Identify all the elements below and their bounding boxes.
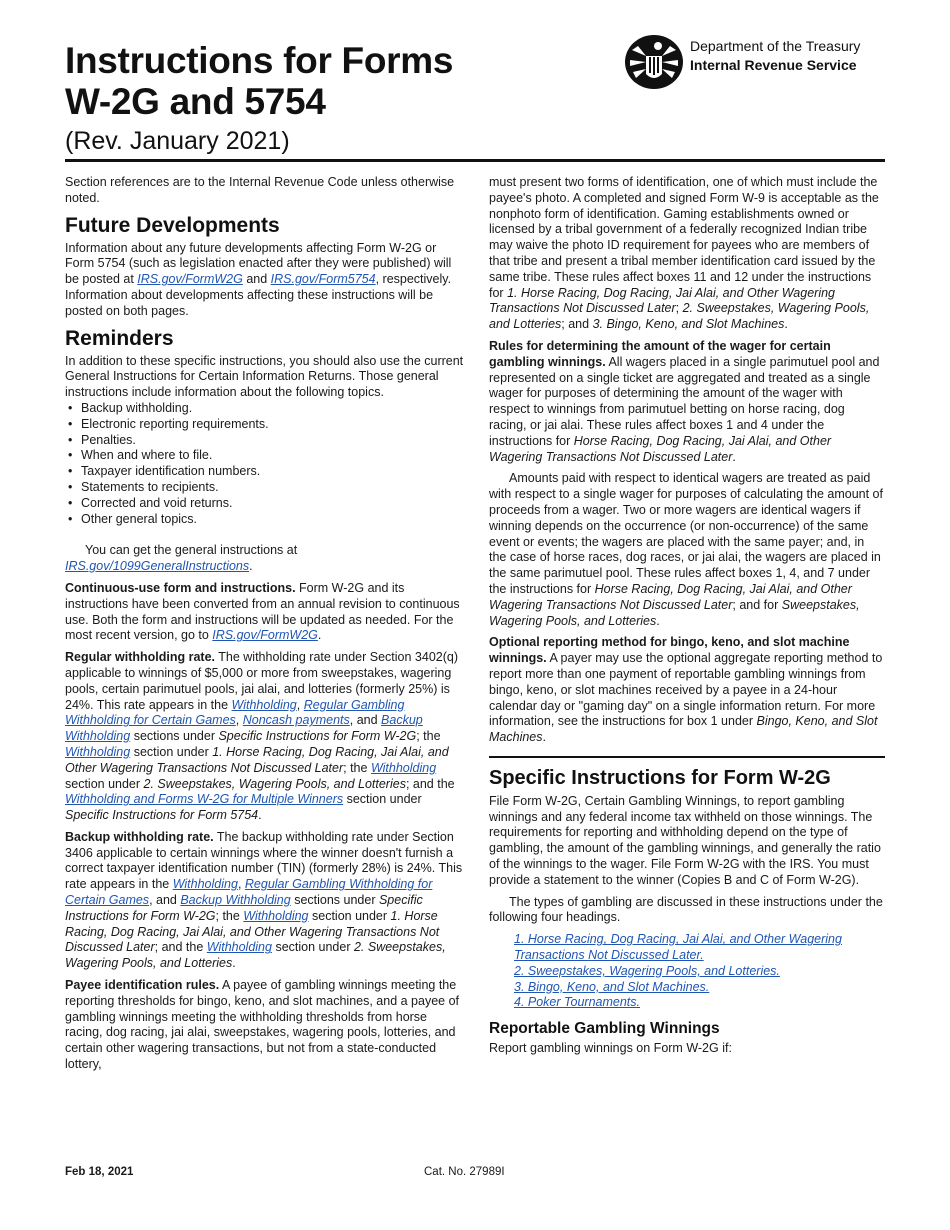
future-developments-paragraph: Information about any future developments affecting Form W-2G or Form 5754 (such as legislation enacted after they were published) will be posted at IRS.gov/FormW2G and IRS.gov/Form5754, respectively. Information about developments affecting these instructions will be posted on both pages. bbox=[65, 240, 452, 318]
list-item: • Statements to recipients. bbox=[65, 480, 467, 496]
backup-withholding-paragraph: Backup withholding rate. The backup withholding rate under Section 3406 applicable to certain winnings where the winner doesn't furnish a correct taxpayer identification number (TIN) (formerly 28%) is 24%. This rate appears in the Withholding, Regular Gambling Withholding for Certain Games, and Backup Withholding sections under Specific Instructions for Form W-2G; the Withholding section under 1. Horse Racing, Dog Racing, Jai Alai, and Other Wagering Transactions Not Discussed Later; and the Withholding section under 2. Sweepstakes, Wagering Pools, and Lotteries. bbox=[65, 829, 463, 971]
list-item: • Penalties. bbox=[65, 433, 467, 449]
list-item: • When and where to file. bbox=[65, 448, 467, 464]
link-heading-horse-racing[interactable]: 1. Horse Racing, Dog Racing, Jai Alai, and Other Wagering Transactions Not Discussed Later. bbox=[514, 932, 842, 963]
link-irs-formw2g[interactable]: IRS.gov/FormW2G bbox=[212, 628, 318, 643]
regular-withholding-paragraph: Regular withholding rate. The withholding rate under Section 3402(q) applicable to winnings of $5,000 or more from sweepstakes, wagering pools, certain parimutuel pools, jai alai, and lotteries (formerly 25%) is 24%. This rate appears in the Withholding, Regular Gambling Withholding for Certain Games, Noncash payments, and Backup Withholding sections under Specific Instructions for Form W-2G; the Withholding section under 1. Horse Racing, Dog Racing, Jai Alai, and Other Wagering Transactions Not Discussed Later; the Withholding section under 2. Sweepstakes, Wagering Pools, and Lotteries; and the Withholding and Forms W-2G for Multiple Winners section under Specific Instructions for Form 5754. bbox=[65, 650, 458, 823]
link-regular-gambling-withholding[interactable]: Regular Gambling Withholding for Certain Games bbox=[65, 877, 433, 908]
gambling-types-paragraph: The types of gambling are discussed in these instructions under the following four headings. bbox=[489, 894, 883, 925]
link-heading-sweepstakes[interactable]: 2. Sweepstakes, Wagering Pools, and Lotteries. bbox=[514, 963, 780, 978]
header-rule bbox=[65, 159, 885, 162]
link-irs-formw2g[interactable]: IRS.gov/FormW2G bbox=[137, 272, 243, 287]
reminders-heading: Reminders bbox=[65, 326, 174, 350]
link-irs-form5754[interactable]: IRS.gov/Form5754 bbox=[270, 272, 376, 287]
list-item: • Other general topics. bbox=[65, 512, 467, 528]
link-noncash-payments[interactable]: Noncash payments bbox=[242, 713, 350, 728]
department-name: Department of the Treasury bbox=[690, 38, 861, 54]
specific-instructions-heading: Specific Instructions for Form W-2G bbox=[489, 766, 831, 789]
document-title: Instructions for Forms W-2G and 5754 bbox=[65, 40, 454, 122]
optional-reporting-paragraph: Optional reporting method for bingo, keno, and slot machine winnings. A payer may use the optional aggregate reporting method to report more than one payment of reportable gambling winnings from bingo, keno, or slot machines received by a payee in a 24-hour calendar day or "gaming day" on a single information return. For more information, see the instructions for box 1 under Bingo, Keno, and Slot Machines. bbox=[489, 635, 883, 745]
list-item: • Electronic reporting requirements. bbox=[65, 417, 467, 433]
column-left bbox=[65, 175, 467, 1079]
list-item bbox=[514, 995, 885, 1011]
agency-name: Internal Revenue Service bbox=[690, 57, 857, 73]
list-item bbox=[514, 980, 885, 996]
list-item bbox=[514, 932, 885, 964]
link-general-instructions[interactable]: IRS.gov/1099GeneralInstructions bbox=[65, 559, 250, 574]
continuous-use-paragraph: Continuous-use form and instructions. Form W-2G and its instructions have been converted from an annual revision to continuous use. Both the form and instructions will be updated as needed. For the most recent version, go to IRS.gov/FormW2G. bbox=[65, 580, 460, 643]
payee-identification-continued: must present two forms of identification, one of which must include the payee's photo. A completed and signed Form W-9 is acceptable as the nonphoto form of identification. Gaming establishments owned or licensed by a tribal government of a federally recognized Indian tribe may waive the photo ID requirement for payees who are members of that tribe and present a tribal member identification card issued by the same tribe. These rules affect boxes 11 and 12 under the instructions for 1. Horse Racing, Dog Racing, Jai Alai, and Other Wagering Transactions Not Discussed Later; 2. Sweepstakes, Wagering Pools, and Lotteries; and 3. Bingo, Keno, and Slot Machines. bbox=[489, 175, 879, 332]
payee-identification-paragraph: Payee identification rules. A payee of gambling winnings meeting the reporting thresholds for bingo, keno, and slot machines, and a payee of gambling winnings meeting the withholding thresholds from horse racing, dog racing, jai alai, sweepstakes, wagering pools, lotteries, and certain other wagering transactions, but not from a state-conducted lottery, bbox=[65, 978, 460, 1072]
link-heading-poker[interactable]: 4. Poker Tournaments. bbox=[514, 995, 640, 1010]
general-instructions-paragraph: You can get the general instructions at IRS.gov/1099GeneralInstructions. bbox=[65, 543, 298, 574]
link-heading-bingo[interactable]: 3. Bingo, Keno, and Slot Machines. bbox=[514, 979, 710, 994]
link-withholding[interactable]: Withholding bbox=[172, 877, 238, 892]
identical-wagers-paragraph: Amounts paid with respect to identical wagers are treated as paid with respect to a single wager for purposes of calculating the amount of proceeds from a wager. Two or more wagers are identical wagers if winning depends on the occurrence (or non-occurrence) of the same event or events; the wagers are placed with the same payer; and, in the case of horse races, dog races, or jai alai, the wagers are placed in the same parimutuel pool. These rules affect boxes 1, 4, and 7 under the instructions for Horse Racing, Dog Racing, Jai Alai, and Other Wagering Transactions Not Discussed Later; and for Sweepstakes, Wagering Pools, and Lotteries. bbox=[489, 471, 883, 628]
link-regular-gambling-withholding[interactable]: Regular Gambling Withholding for Certain Games bbox=[65, 697, 405, 728]
revision-date: (Rev. January 2021) bbox=[65, 127, 290, 155]
list-item: • Corrected and void returns. bbox=[65, 496, 467, 512]
link-withholding[interactable]: Withholding bbox=[206, 940, 272, 955]
reportable-winnings-paragraph: Report gambling winnings on Form W-2G if: bbox=[489, 1041, 732, 1056]
link-withholding[interactable]: Withholding bbox=[231, 697, 297, 712]
wager-rules-paragraph: Rules for determining the amount of the wager for certain gambling winnings. All wagers placed in a single parimutuel pool and represented on a single ticket are aggregated and treated as a single wager for purposes of determining the amount of the wager with respect to winnings from parimutuel betting on horse racing, dog racing, or jai alai. These rules affect boxes 1 and 4 under the instructions for Horse Racing, Dog Racing, Jai Alai, and Other Wagering Transactions Not Discussed Later. bbox=[489, 338, 880, 464]
link-withholding[interactable]: Withholding bbox=[370, 760, 437, 775]
column-right bbox=[489, 175, 885, 1063]
reportable-winnings-heading: Reportable Gambling Winnings bbox=[489, 1020, 720, 1038]
specific-instructions-paragraph: File Form W-2G, Certain Gambling Winnings, to report gambling winnings and any federal income tax withheld on those winnings. The requirements for reporting and withholding depend on the type of gambling, the amount of the gambling winnings, and generally the ratio of the winnings to the wager. File Form W-2G with the IRS. You must provide a statement to the winner (Copies B and C of Form W-2G). bbox=[489, 793, 881, 887]
list-item: • Taxpayer identification numbers. bbox=[65, 464, 467, 480]
catalog-number: Cat. No. 27989I bbox=[424, 1166, 505, 1178]
gambling-headings-list bbox=[514, 932, 885, 1011]
reminders-bullet-list bbox=[65, 401, 467, 527]
link-withholding[interactable]: Withholding bbox=[65, 744, 131, 759]
list-item: • Backup withholding. bbox=[65, 401, 467, 417]
list-item bbox=[514, 964, 885, 980]
link-multiple-winners[interactable]: Withholding and Forms W-2G for Multiple Winners bbox=[65, 792, 344, 807]
section-divider bbox=[489, 756, 885, 758]
intro-paragraph: Section references are to the Internal Revenue Code unless otherwise noted. bbox=[65, 175, 455, 205]
future-developments-heading: Future Developments bbox=[65, 213, 280, 237]
link-backup-withholding[interactable]: Backup Withholding bbox=[65, 713, 423, 744]
irs-eagle-logo-icon bbox=[624, 34, 684, 90]
footer-date: Feb 18, 2021 bbox=[65, 1166, 134, 1178]
reminders-paragraph: In addition to these specific instructions, you should also use the current General Instructions for Certain Information Returns. Those general instructions include information about the following topics. bbox=[65, 353, 464, 400]
agency-block bbox=[624, 34, 886, 90]
link-backup-withholding[interactable]: Backup Withholding bbox=[180, 893, 291, 908]
link-withholding[interactable]: Withholding bbox=[243, 908, 309, 923]
